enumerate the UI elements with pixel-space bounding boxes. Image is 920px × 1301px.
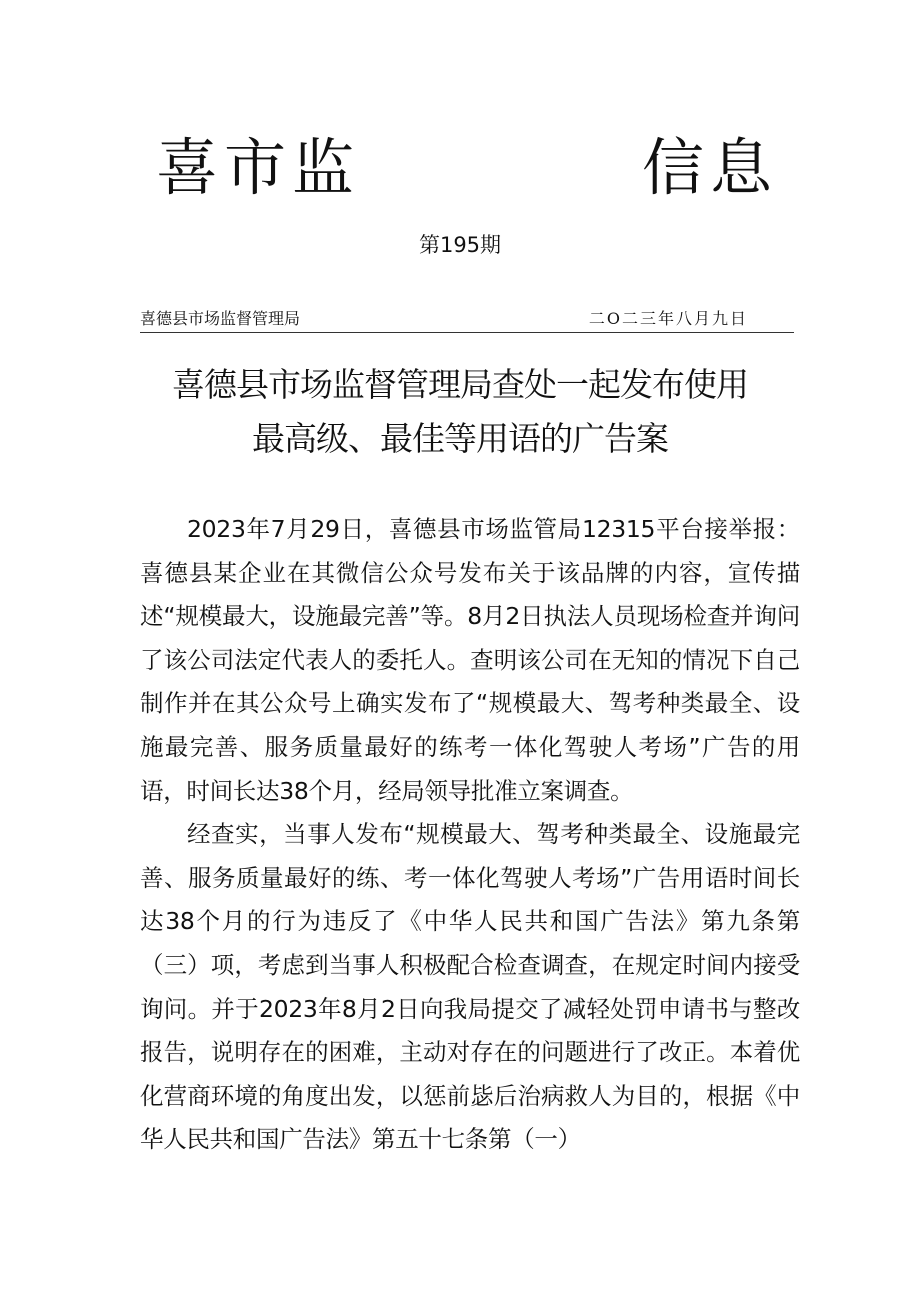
body-paragraph-1: 2023年7月29日，喜德县市场监管局12315平台接举报：喜德县某企业在其微信公众号发布关于该品牌的内容，宣传描述“规模最大，设施最完善”等。8月2日执法人员现场检查并询问了该公司法定代表人的委托人。查明该公司在无知的情况下自己制作并在其公众号上确实发布了“规模最大、驾考种类最全、设施最完善、服务质量最好的练考一体化驾驶人考场”广告的用语，时间长达38个月，经局领导批准立案调查。 (140, 515, 800, 805)
body-paragraph-2: 经查实，当事人发布“规模最大、驾考种类最全、设施最完善、服务质量最好的练、考一体化驾驶人考场”广告用语时间长达38个月的行为违反了《中华人民共和国广告法》第九条第（三）项，考虑到当事人积极配合检查调查，在规定时间内接受询问。并于2023年8月2日向我局提交了减轻处罚申请书与整改报告，说明存在的困难，主动对存在的问题进行了改正。本着优化营商环境的角度出发，以惩前毖后治病救人为目的，根据《中华人民共和国广告法》第五十七条第（一） (140, 820, 800, 1154)
issue-number: 第195期 (418, 233, 502, 257)
headline-line-2: 最高级、最佳等用语的广告案 (252, 419, 668, 458)
publish-date: 二O二三年八月九日 (588, 309, 748, 328)
article-body (140, 508, 800, 1162)
masthead-title-right: 信息 (642, 131, 779, 204)
masthead-title-left: 喜市监 (156, 131, 361, 204)
publisher-org: 喜德县市场监督管理局 (140, 309, 301, 328)
masthead (150, 128, 790, 208)
publisher-line (140, 306, 794, 333)
headline-line-1: 喜德县市场监督管理局查处一起发布使用 (172, 365, 748, 404)
article-headline (100, 358, 820, 466)
